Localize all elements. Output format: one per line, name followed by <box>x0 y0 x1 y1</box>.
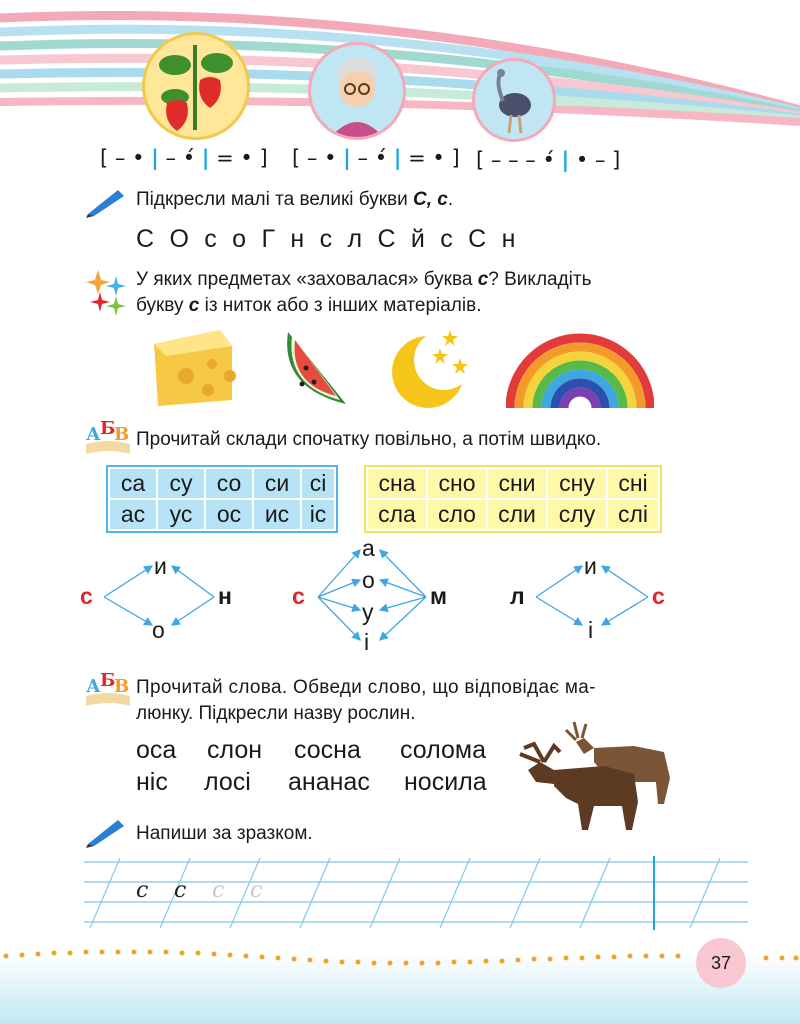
bracket: [ <box>476 148 485 172</box>
bracket: [ <box>292 146 301 170</box>
sound-scheme-3 <box>476 148 620 172</box>
scheme-symbol: •́ <box>182 146 196 170</box>
syllable-cell: ус <box>157 499 205 530</box>
bracket: [ <box>100 146 109 170</box>
syllable-cell: сла <box>367 499 427 530</box>
watermelon-picture <box>278 328 348 408</box>
svg-text:А: А <box>86 676 101 697</box>
moose-picture <box>514 718 680 834</box>
sample-letter: с <box>174 878 187 903</box>
diagram2-left: с <box>292 583 305 609</box>
task2-text: із ниток або з інших матеріалів. <box>199 295 482 316</box>
syllable-divider: | <box>151 146 159 170</box>
sparkle-icon <box>86 270 128 316</box>
scheme-symbol: = • <box>216 146 253 170</box>
svg-text:В: В <box>114 676 130 697</box>
scheme-symbol: – <box>114 146 126 170</box>
syllable-divider: | <box>393 146 402 170</box>
diagram1-top: и <box>154 553 167 579</box>
syllable-cell: сло <box>427 499 487 530</box>
pen-icon <box>84 816 126 848</box>
bracket: ] <box>612 148 621 172</box>
ostrich-picture <box>472 58 556 142</box>
trace-letter: с <box>250 878 263 903</box>
task2-letter: с <box>477 269 489 290</box>
scheme-symbol: • <box>324 146 337 170</box>
syllable-cell: са <box>109 468 157 499</box>
task1-end: . <box>447 189 454 210</box>
syllable-cell: слі <box>607 499 659 530</box>
task2-line2 <box>136 292 482 319</box>
scheme-symbol: •́ <box>542 148 555 172</box>
task1-letters: С, с <box>413 189 448 210</box>
bracket: ] <box>259 146 268 170</box>
page-number: 37 <box>696 938 746 988</box>
task4-line2: люнку. Підкресли назву рослин. <box>136 703 416 724</box>
syllable-cell: си <box>253 468 301 499</box>
word: лосі <box>204 768 251 796</box>
scheme-symbol: •́ <box>374 146 388 170</box>
pen-icon <box>84 186 126 218</box>
diagram3-bottom: і <box>588 617 594 643</box>
bracket: ] <box>451 146 460 170</box>
task5-instruction: Напиши за зразком. <box>136 823 313 844</box>
sample-letter: с <box>136 878 149 903</box>
svg-text:В: В <box>114 424 130 445</box>
syllable-cell: сли <box>487 499 547 530</box>
word: ананас <box>288 768 370 796</box>
syllable-cell: сні <box>607 468 659 499</box>
abv-book-icon <box>84 418 132 456</box>
footer-decoration <box>0 940 800 1024</box>
diagram2-right: м <box>430 583 448 609</box>
scheme-symbol: • <box>575 148 589 172</box>
moon-picture <box>386 328 476 412</box>
syllable-divider: | <box>343 146 351 170</box>
syllable-cell: сну <box>547 468 607 499</box>
syllable-cell: со <box>205 468 253 499</box>
diagram-arrows <box>0 530 800 660</box>
strawberry-picture <box>142 32 250 140</box>
word: ніс <box>136 768 168 796</box>
cheese-picture <box>150 326 236 408</box>
diagram2-v3: у <box>362 599 374 625</box>
diagram2-v1: а <box>362 535 375 561</box>
diagram1-left: с <box>80 583 93 609</box>
diagram1-bottom: о <box>152 617 165 643</box>
diagram2-v2: о <box>362 567 375 593</box>
task2-text: букву <box>136 295 189 316</box>
svg-text:Б: Б <box>100 670 116 691</box>
grandmother-picture <box>308 42 406 140</box>
diagram2-v4: і <box>364 629 370 655</box>
letters-row: С О с о Г н с л С й с С н <box>136 225 516 253</box>
word: носила <box>404 768 487 796</box>
scheme-symbol: = • <box>408 146 445 170</box>
scheme-symbol: – <box>306 146 318 170</box>
task3-instruction: Прочитай склади спочатку повільно, а потім швидко. <box>136 429 602 450</box>
diagram3-right: с <box>652 583 665 609</box>
diagram3-left: л <box>510 583 525 609</box>
svg-text:А: А <box>86 424 101 445</box>
word: слон <box>207 736 263 764</box>
task4-line1: Прочитай слова. Обведи слово, що відповідає ма- <box>136 677 596 698</box>
word: оса <box>136 736 177 764</box>
scheme-symbol: – <box>165 146 177 170</box>
diagram1-right: н <box>218 583 232 609</box>
syllables-table-yellow <box>366 467 660 531</box>
task2-text: ? Викладіть <box>488 269 592 290</box>
syllable-cell: су <box>157 468 205 499</box>
syllable-divider: | <box>561 148 570 172</box>
syllable-cell: сни <box>487 468 547 499</box>
sound-scheme-2 <box>292 146 460 170</box>
scheme-symbol: • <box>132 146 145 170</box>
syllable-divider: | <box>201 146 210 170</box>
task2-line1 <box>136 266 592 293</box>
syllable-cell: іс <box>301 499 335 530</box>
scheme-symbol: – <box>594 148 606 172</box>
abv-book-icon <box>84 670 132 708</box>
scheme-symbol: – <box>357 146 369 170</box>
rainbow-picture <box>506 330 654 410</box>
task1-instruction <box>136 186 453 213</box>
task2-text: У яких предметах «заховалася» буква <box>136 269 478 290</box>
syllable-cell: ос <box>205 499 253 530</box>
word: солома <box>400 736 486 764</box>
syllable-cell: ис <box>253 499 301 530</box>
syllable-cell: сі <box>301 468 335 499</box>
syllables-table-blue <box>108 467 336 531</box>
syllable-cell: сно <box>427 468 487 499</box>
syllable-cell: ас <box>109 499 157 530</box>
task2-letter: с <box>188 295 200 316</box>
task1-text: Підкресли малі та великі букви <box>136 189 414 210</box>
diagram3-top: и <box>584 553 597 579</box>
svg-text:Б: Б <box>100 418 116 439</box>
syllable-cell: слу <box>547 499 607 530</box>
syllable-cell: сна <box>367 468 427 499</box>
scheme-symbol: – – – <box>490 148 536 172</box>
trace-letter: с <box>212 878 225 903</box>
sound-scheme-1 <box>100 146 268 170</box>
word: сосна <box>294 736 361 764</box>
